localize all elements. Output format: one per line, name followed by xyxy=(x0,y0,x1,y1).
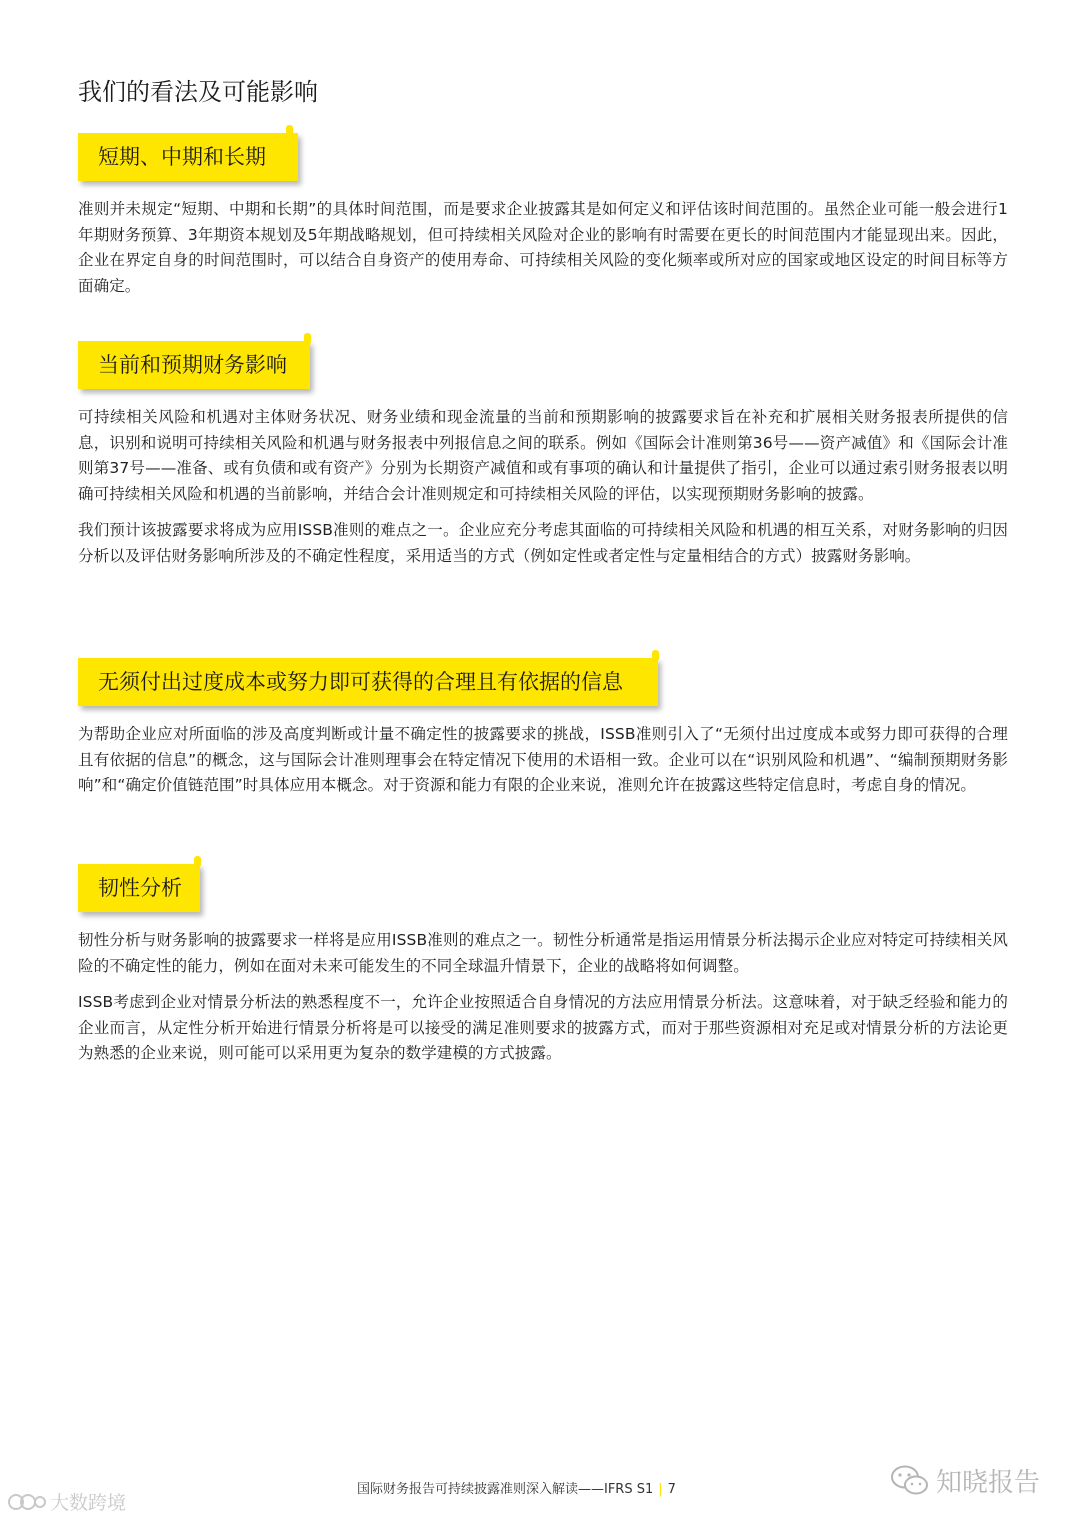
page-number: 7 xyxy=(667,1482,676,1497)
section-heading-text: 韧性分析 xyxy=(98,876,182,900)
wechat-icon xyxy=(890,1464,930,1498)
section-heading xyxy=(78,650,668,712)
section-heading xyxy=(78,125,310,187)
watermark-right-text: 知晓报告 xyxy=(936,1468,1041,1498)
paragraph: 可持续相关风险和机遇对主体财务状况、财务业绩和现金流量的当前和预期影响的披露要求旨在补充和扩展相关财务报表所提供的信息，识别和说明可持续相关风险和机遇与财务报表中列报信息之间的联系。例如《国际会计准则第36号——资产减值》和《国际会计准则第37号——准备、或有负债和或有资产》分别为长期资产减值和或有事项的确认和计量提供了指引，企业可以通过索引财务报表以明确可持续相关风险和机遇的当前影响，并结合会计准则规定和可持续相关风险的评估，以实现预期财务影响的披露。 xyxy=(78,408,1008,503)
footer-title: 国际财务报告可持续披露准则深入解读——IFRS S1 xyxy=(357,1482,654,1497)
paragraph: ISSB考虑到企业对情景分析法的熟悉程度不一，允许企业按照适合自身情况的方法应用情景分析法。这意味着，对于缺乏经验和能力的企业而言，从定性分析开始进行情景分析将是可以接受的满足准则要求的披露方式，而对于那些资源相对充足或对情景分析的方法论更为熟悉的企业来说，则可能可以采用更为复杂的数学建模的方式披露。 xyxy=(78,993,1008,1062)
paragraph: 准则并未规定“短期、中期和长期”的具体时间范围，而是要求企业披露其是如何定义和评估该时间范围的。虽然企业可能一般会进行1年期财务预算、3年期资本规划及5年期战略规划，但可持续相关风险对企业的影响有时需要在更长的时间范围内才能显现出来。因此，企业在界定自身的时间范围时，可以结合自身资产的使用寿命、可持续相关风险的变化频率或所对应的国家或地区设定的时间目标等方面确定。 xyxy=(78,200,1008,295)
watermark-right xyxy=(890,1462,1040,1499)
paragraph: 我们预计该披露要求将成为应用ISSB准则的难点之一。企业应充分考虑其面临的可持续相关风险和机遇的相互关系，对财务影响的归因分析以及评估财务影响所涉及的不确定性程度，采用适当的方式（例如定性或者定性与定量相结合的方式）披露财务影响。 xyxy=(78,521,1008,565)
page-footer xyxy=(357,1480,676,1500)
section-reasonable-supportable-information xyxy=(78,650,1008,799)
section-heading-text: 当前和预期财务影响 xyxy=(98,353,287,377)
watermark-left xyxy=(8,1488,126,1515)
section-heading-text: 无须付出过度成本或努力即可获得的合理且有依据的信息 xyxy=(98,670,623,694)
footer-separator: | xyxy=(658,1482,663,1497)
section-heading-text: 短期、中期和长期 xyxy=(98,145,266,169)
paragraph: 韧性分析与财务影响的披露要求一样将是应用ISSB准则的难点之一。韧性分析通常是指运用情景分析法揭示企业应对特定可持续相关风险的不确定性的能力，例如在面对未来可能发生的不同全球温升情景下，企业的战略将如何调整。 xyxy=(78,931,1008,975)
section-current-expected-financial-effects xyxy=(78,333,1008,569)
page-title: 我们的看法及可能影响 xyxy=(78,78,318,106)
section-heading xyxy=(78,856,210,918)
watermark-logo-icon xyxy=(8,1491,46,1513)
section-short-medium-long-term xyxy=(78,125,1008,299)
watermark-left-text: 大数跨境 xyxy=(50,1492,127,1514)
section-resilience-analysis xyxy=(78,856,1008,1067)
section-heading xyxy=(78,333,322,395)
paragraph: 为帮助企业应对所面临的涉及高度判断或计量不确定性的披露要求的挑战，ISSB准则引入了“无须付出过度成本或努力即可获得的合理且有依据的信息”的概念，这与国际会计准则理事会在特定情况下使用的术语相一致。企业可以在“识别风险和机遇”、“编制预期财务影响”和“确定价值链范围”时具体应用本概念。对于资源和能力有限的企业来说，准则允许在披露这些特定信息时，考虑自身的情况。 xyxy=(78,725,1008,794)
